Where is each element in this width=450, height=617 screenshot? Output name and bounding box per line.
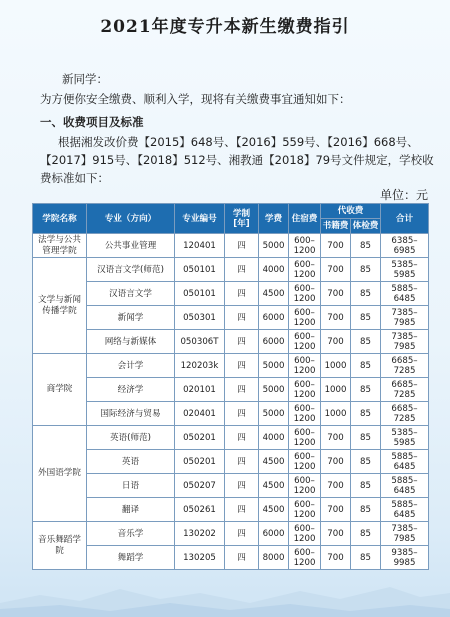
section-heading: 一、收费项目及标准	[40, 115, 144, 129]
books-cell: 700	[321, 258, 351, 282]
lodging-cell: 600–1200	[289, 306, 321, 330]
tuition-cell: 4500	[259, 474, 289, 498]
code-cell: 050207	[175, 474, 225, 498]
duration-cell: 四	[225, 234, 259, 258]
lodging-cell: 600–1200	[289, 402, 321, 426]
basis-line-1: 根据湘发改价费【2015】648号、【2016】559号、【2016】668号、	[58, 135, 419, 149]
header-lodging: 住宿费	[289, 204, 321, 234]
physical-cell: 85	[351, 330, 381, 354]
fee-table	[32, 203, 429, 570]
table-row	[33, 306, 429, 330]
lodging-cell: 600–1200	[289, 426, 321, 450]
table-row	[33, 234, 429, 258]
table-row	[33, 450, 429, 474]
major-cell: 音乐学	[87, 522, 175, 546]
major-cell: 英语(师范)	[87, 426, 175, 450]
header-agency: 代收费	[321, 204, 381, 219]
college-name: 文学与新闻传播学院	[33, 258, 87, 354]
physical-cell: 85	[351, 402, 381, 426]
books-cell: 700	[321, 450, 351, 474]
tuition-cell: 6000	[259, 306, 289, 330]
tuition-cell: 4000	[259, 426, 289, 450]
physical-cell: 85	[351, 498, 381, 522]
books-cell: 700	[321, 282, 351, 306]
tuition-cell: 5000	[259, 378, 289, 402]
college-name: 法学与公共管理学院	[33, 234, 87, 258]
duration-cell: 四	[225, 522, 259, 546]
code-cell: 050201	[175, 426, 225, 450]
books-cell: 700	[321, 306, 351, 330]
lodging-cell: 600–1200	[289, 378, 321, 402]
code-cell: 120401	[175, 234, 225, 258]
tuition-cell: 4500	[259, 498, 289, 522]
header-total: 合计	[381, 204, 429, 234]
total-cell: 5885–6485	[381, 450, 429, 474]
code-cell: 050101	[175, 282, 225, 306]
lodging-cell: 600–1200	[289, 354, 321, 378]
intro-text: 为方便你安全缴费、顺利入学，现将有关缴费事宜通知如下：	[40, 92, 351, 106]
major-cell: 汉语言文学(师范)	[87, 258, 175, 282]
books-cell: 700	[321, 426, 351, 450]
total-cell: 6685–7285	[381, 378, 429, 402]
lodging-cell: 600–1200	[289, 282, 321, 306]
code-cell: 050301	[175, 306, 225, 330]
header-books: 书籍费	[321, 219, 351, 234]
college-name: 外国语学院	[33, 426, 87, 522]
header-duration: 学制[年]	[225, 204, 259, 234]
major-cell: 公共事业管理	[87, 234, 175, 258]
major-cell: 经济学	[87, 378, 175, 402]
lodging-cell: 600–1200	[289, 234, 321, 258]
tuition-cell: 5000	[259, 354, 289, 378]
lodging-cell: 600–1200	[289, 546, 321, 570]
major-cell: 汉语言文学	[87, 282, 175, 306]
total-cell: 6385–6985	[381, 234, 429, 258]
total-cell: 5885–6485	[381, 474, 429, 498]
table-row	[33, 282, 429, 306]
books-cell: 700	[321, 498, 351, 522]
physical-cell: 85	[351, 474, 381, 498]
college-name: 商学院	[33, 354, 87, 426]
header-major: 专业（方向）	[87, 204, 175, 234]
lodging-cell: 600–1200	[289, 330, 321, 354]
duration-cell: 四	[225, 282, 259, 306]
basis-line-2: 【2017】915号、【2018】512号、湘教通【2018】79号文件规定，学校收	[40, 153, 434, 167]
books-cell: 700	[321, 330, 351, 354]
table-row	[33, 402, 429, 426]
major-cell: 舞蹈学	[87, 546, 175, 570]
physical-cell: 85	[351, 234, 381, 258]
table-row	[33, 426, 429, 450]
total-cell: 9385–9985	[381, 546, 429, 570]
table-row	[33, 498, 429, 522]
total-cell: 6685–7285	[381, 354, 429, 378]
code-cell: 020401	[175, 402, 225, 426]
college-name: 音乐舞蹈学院	[33, 522, 87, 570]
duration-cell: 四	[225, 354, 259, 378]
table-row	[33, 546, 429, 570]
physical-cell: 85	[351, 258, 381, 282]
books-cell: 700	[321, 234, 351, 258]
code-cell: 050201	[175, 450, 225, 474]
lodging-cell: 600–1200	[289, 498, 321, 522]
books-cell: 1000	[321, 354, 351, 378]
tuition-cell: 4500	[259, 282, 289, 306]
lodging-cell: 600–1200	[289, 474, 321, 498]
major-cell: 新闻学	[87, 306, 175, 330]
background-mountains	[0, 577, 450, 617]
books-cell: 1000	[321, 378, 351, 402]
total-cell: 5885–6485	[381, 498, 429, 522]
tuition-cell: 5000	[259, 402, 289, 426]
total-cell: 5885–6485	[381, 282, 429, 306]
tuition-cell: 6000	[259, 522, 289, 546]
duration-cell: 四	[225, 498, 259, 522]
major-cell: 英语	[87, 450, 175, 474]
total-cell: 5385–5985	[381, 426, 429, 450]
duration-cell: 四	[225, 546, 259, 570]
table-row	[33, 354, 429, 378]
code-cell: 120203k	[175, 354, 225, 378]
tuition-cell: 6000	[259, 330, 289, 354]
tuition-cell: 8000	[259, 546, 289, 570]
duration-cell: 四	[225, 306, 259, 330]
tuition-cell: 4500	[259, 450, 289, 474]
table-row	[33, 330, 429, 354]
header-code: 专业编号	[175, 204, 225, 234]
duration-cell: 四	[225, 474, 259, 498]
lodging-cell: 600–1200	[289, 450, 321, 474]
code-cell: 050101	[175, 258, 225, 282]
major-cell: 翻译	[87, 498, 175, 522]
code-cell: 130202	[175, 522, 225, 546]
physical-cell: 85	[351, 450, 381, 474]
total-cell: 6685–7285	[381, 402, 429, 426]
total-cell: 7385–7985	[381, 330, 429, 354]
basis-line-3: 费标准如下：	[40, 171, 109, 185]
books-cell: 700	[321, 522, 351, 546]
table-row	[33, 474, 429, 498]
duration-cell: 四	[225, 258, 259, 282]
duration-cell: 四	[225, 378, 259, 402]
code-cell: 050306T	[175, 330, 225, 354]
total-cell: 7385–7985	[381, 306, 429, 330]
table-row	[33, 258, 429, 282]
physical-cell: 85	[351, 546, 381, 570]
greeting: 新同学：	[62, 72, 108, 86]
duration-cell: 四	[225, 450, 259, 474]
physical-cell: 85	[351, 522, 381, 546]
physical-cell: 85	[351, 378, 381, 402]
major-cell: 日语	[87, 474, 175, 498]
books-cell: 1000	[321, 402, 351, 426]
unit-label: 单位：元	[379, 188, 428, 202]
major-cell: 国际经济与贸易	[87, 402, 175, 426]
code-cell: 130205	[175, 546, 225, 570]
books-cell: 700	[321, 474, 351, 498]
table-row	[33, 378, 429, 402]
code-cell: 050261	[175, 498, 225, 522]
duration-cell: 四	[225, 330, 259, 354]
total-cell: 7385–7985	[381, 522, 429, 546]
physical-cell: 85	[351, 306, 381, 330]
lodging-cell: 600–1200	[289, 258, 321, 282]
header-physical: 体检费	[351, 219, 381, 234]
tuition-cell: 5000	[259, 234, 289, 258]
table-row	[33, 522, 429, 546]
physical-cell: 85	[351, 354, 381, 378]
lodging-cell: 600–1200	[289, 522, 321, 546]
code-cell: 020101	[175, 378, 225, 402]
major-cell: 网络与新媒体	[87, 330, 175, 354]
major-cell: 会计学	[87, 354, 175, 378]
duration-cell: 四	[225, 426, 259, 450]
physical-cell: 85	[351, 282, 381, 306]
physical-cell: 85	[351, 426, 381, 450]
page-title: 2021年度专升本新生缴费指引	[100, 17, 350, 37]
duration-cell: 四	[225, 402, 259, 426]
header-tuition: 学费	[259, 204, 289, 234]
total-cell: 5385–5985	[381, 258, 429, 282]
tuition-cell: 4000	[259, 258, 289, 282]
header-college: 学院名称	[33, 204, 87, 234]
books-cell: 700	[321, 546, 351, 570]
